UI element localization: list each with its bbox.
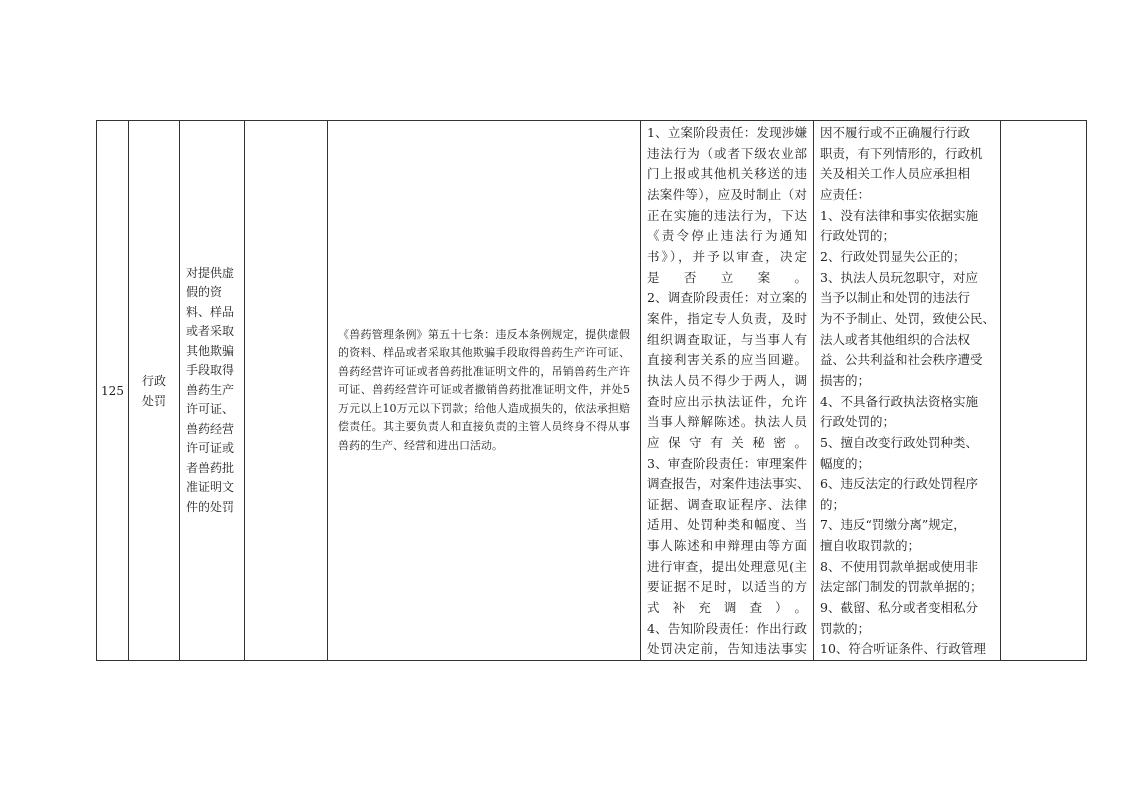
responsibility-line: 式补充调查）。 — [647, 600, 807, 616]
responsibility-line: 案件，指定专人负责，及时 — [647, 310, 807, 326]
responsibility-line: 进行审查，提出处理意见(主 — [647, 558, 807, 574]
responsibility-line: 应保守有关秘密。 — [647, 434, 807, 450]
item-name-text: 对提供虚假的资料、样品或者采取其他欺骗手段取得兽药生产许可证、兽药经营许可证或者兽药批准证明文件的处罚 — [186, 265, 235, 514]
responsibility-line: 正在实施的违法行为，下达 — [647, 207, 807, 223]
accountability-line: 损害的； — [820, 372, 871, 388]
row-number-cell — [97, 121, 129, 660]
accountability-line: 行政处罚的； — [820, 228, 896, 244]
accountability-line: 幅度的； — [820, 455, 871, 471]
responsibility-line: 违法行为（或者下级农业部 — [647, 145, 807, 161]
responsibility-line: 是否立案。 — [647, 269, 807, 285]
accountability-cell — [814, 121, 1001, 660]
accountability-line: 因不履行或不正确履行行政 — [820, 125, 971, 140]
penalty-table-row — [96, 120, 1087, 661]
accountability-line: 益、公共利益和社会秩序遭受 — [820, 352, 983, 368]
row-number: 125 — [101, 383, 124, 398]
responsibility-line: 门上报或其他机关移送的违 — [647, 166, 807, 182]
remarks-cell — [1001, 121, 1088, 660]
responsibility-line: 证据、调查取证程序、法律 — [647, 496, 807, 512]
responsibility-line: 执法人员不得少于两人，调 — [647, 372, 807, 388]
category-cell — [129, 121, 180, 660]
accountability-line: 3、执法人员玩忽职守，对应 — [820, 269, 978, 285]
accountability-line: 4、不具备行政执法资格实施 — [820, 393, 978, 409]
responsibility-line: 组织调查取证，与当事人有 — [647, 331, 807, 347]
accountability-text — [814, 121, 1000, 660]
accountability-line: 法人或者其他组织的合法权 — [820, 331, 971, 347]
responsibility-line: 2、调查阶段责任：对立案的 — [647, 290, 807, 306]
accountability-line: 的； — [820, 496, 846, 512]
accountability-line: 当予以制止和处罚的违法行 — [820, 290, 971, 306]
accountability-line: 9、截留、私分或者变相私分 — [820, 600, 978, 616]
accountability-line: 职责，有下列情形的，行政机 — [820, 145, 983, 161]
accountability-line: 法定部门制发的罚款单据的； — [820, 579, 983, 595]
empty-cell — [245, 121, 328, 660]
responsibility-line: 《责令停止违法行为通知 — [647, 228, 807, 244]
accountability-line: 2、行政处罚显失公正的； — [820, 248, 966, 264]
accountability-line: 10、符合听证条件、行政管理 — [820, 641, 986, 657]
responsibility-line: 当事人辩解陈述。执法人员 — [647, 414, 807, 430]
accountability-line: 1、没有法律和事实依据实施 — [820, 207, 978, 223]
accountability-line: 7、违反“罚缴分离”规定， — [820, 517, 966, 533]
category-text: 行政处罚 — [141, 373, 166, 408]
responsibility-cell — [641, 121, 814, 660]
accountability-line: 8、不使用罚款单据或使用非 — [820, 558, 978, 574]
responsibility-line: 4、告知阶段责任：作出行政 — [647, 620, 807, 636]
accountability-line: 关及相关工作人员应承担相 — [820, 166, 971, 182]
accountability-line: 行政处罚的； — [820, 414, 896, 430]
legal-basis-cell — [328, 121, 641, 660]
accountability-line: 擅自收取罚款的； — [820, 538, 921, 554]
responsibility-line: 1、立案阶段责任：发现涉嫌 — [647, 125, 807, 140]
accountability-line: 5、擅自改变行政处罚种类、 — [820, 434, 978, 450]
responsibility-line: 调查报告，对案件违法事实、 — [647, 476, 810, 492]
responsibility-line: 书》），并予以审查，决定 — [647, 248, 807, 264]
responsibility-line: 要证据不足时，以适当的方 — [647, 579, 807, 595]
accountability-line: 6、违反法定的行政处罚程序 — [820, 476, 978, 492]
accountability-line: 罚款的； — [820, 620, 871, 636]
accountability-line: 应责任： — [820, 186, 871, 202]
responsibility-line: 直接利害关系的应当回避。 — [647, 352, 807, 368]
item-name-cell — [180, 121, 245, 660]
accountability-line: 为不予制止、处罚，致使公民、 — [820, 310, 996, 326]
responsibility-line: 适用、处罚种类和幅度、当 — [647, 517, 807, 533]
responsibility-line: 法案件等），应及时制止（对 — [647, 186, 807, 202]
legal-basis-text: 《兽药管理条例》第五十七条：违反本条例规定，提供虚假的资料、样品或者采取其他欺骗手段取得兽药生产许可证、兽药经营许可证或者兽药批准证明文件的，吊销兽药生产许可证、兽药经营许可证或者撤销兽药批准证明文件，并处5万元以上10万元以下罚款；给他人造成损失的，依法承担赔偿责任。其主要负责人和直接负责的主管人员终身不得从事兽药的生产、经营和进出口活动。 — [338, 327, 630, 452]
responsibility-line: 查时应出示执法证件，允许 — [647, 393, 807, 409]
responsibility-line: 事人陈述和申辩理由等方面 — [647, 538, 807, 554]
responsibility-line: 3、审查阶段责任：审理案件 — [647, 455, 807, 471]
responsibility-text — [641, 121, 813, 660]
responsibility-line: 处罚决定前，告知违法事实 — [647, 641, 807, 657]
